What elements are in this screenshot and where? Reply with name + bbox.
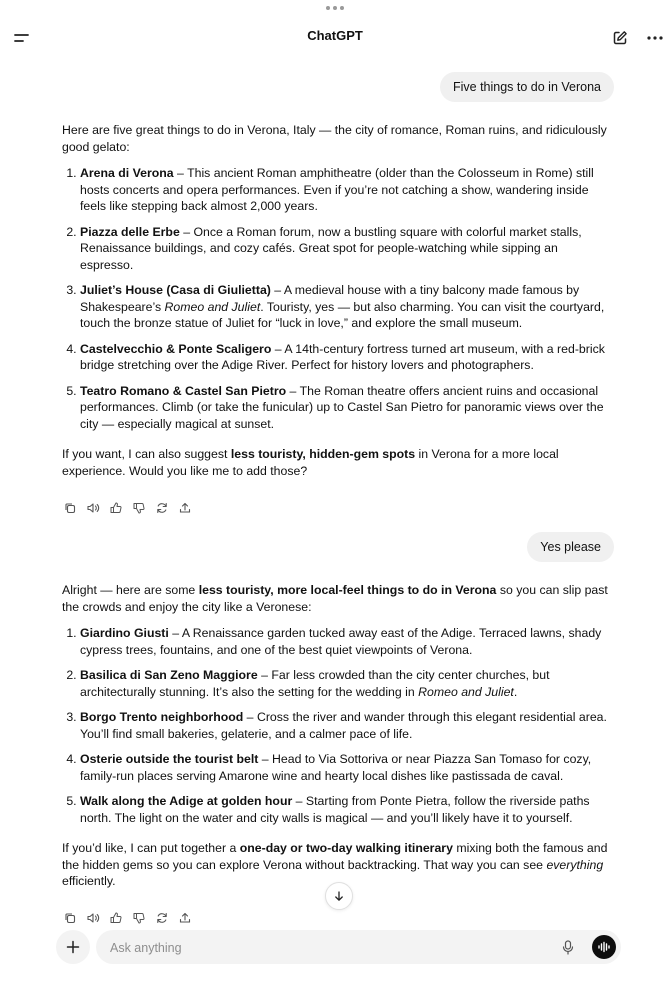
regenerate-icon <box>156 502 168 514</box>
list-item: 4. Castelvecchio & Ponte Scaligero – A 14th-century fortress turned art museum, with a red-brick bridge stretching over the Adige River. Perfect for history lovers and photographers. <box>80 341 612 374</box>
scroll-to-bottom-button[interactable] <box>325 882 353 910</box>
attach-button[interactable] <box>56 930 90 964</box>
message-closing: If you want, I can also suggest less touristy, hidden-gem spots in Verona for a more local experience. Would you like me to add those? <box>62 447 559 478</box>
mic-icon <box>562 940 574 955</box>
thumbs-down-icon <box>133 912 145 924</box>
assistant-message <box>62 582 612 890</box>
more-icon <box>647 36 663 40</box>
thumbs-up-button[interactable] <box>108 500 124 516</box>
conversation-area[interactable] <box>0 72 670 940</box>
list-item: 2. Piazza delle Erbe – Once a Roman forum, now a bustling square with colorful market stalls, Renaissance buildings, and cozy cafés. Great spot for people-watching while sipping an espresso. <box>80 224 612 274</box>
copy-icon <box>64 912 76 924</box>
read-aloud-icon <box>86 912 100 924</box>
dictate-button[interactable] <box>559 938 577 956</box>
voice-mode-button[interactable] <box>592 935 616 959</box>
list-item: 5. Teatro Romano & Castel San Pietro – The Roman theatre offers ancient ruins and occasional performances. Climb (or take the funicular) up to Castel San Pietro for panoramic views over the city — especially magical at sunset. <box>80 383 612 433</box>
thumbs-up-button[interactable] <box>108 910 124 926</box>
share-button[interactable] <box>177 500 193 516</box>
user-message: Five things to do in Verona <box>440 72 614 102</box>
list-item: 3. Borgo Trento neighborhood – Cross the river and wander through this elegant residential area. You’ll find small bakeries, gelaterie, and a calmer pace of life. <box>80 709 612 742</box>
top-bar <box>0 0 670 72</box>
suggestion-list <box>62 165 612 432</box>
read-aloud-button[interactable] <box>85 500 101 516</box>
copy-icon <box>64 502 76 514</box>
more-options-button[interactable] <box>643 26 667 50</box>
thumbs-up-icon <box>110 502 122 514</box>
list-item: 2. Basilica di San Zeno Maggiore – Far less crowded than the city center churches, but architecturally stunning. It’s also the setting for the wedding in Romeo and Juliet. <box>80 667 612 700</box>
list-item: 1. Arena di Verona – This ancient Roman amphitheatre (older than the Colosseum in Rome) still hosts concerts and opera performances. Even if you’re not catching a show, wandering inside feels like stepping back almost 2,000 years. <box>80 165 612 215</box>
window-grabber[interactable] <box>326 6 344 10</box>
user-message: Yes please <box>527 532 614 562</box>
regenerate-button[interactable] <box>154 500 170 516</box>
message-actions <box>62 500 193 516</box>
list-item: 3. Juliet’s House (Casa di Giulietta) – A medieval house with a tiny balcony made famous by Shakespeare’s Romeo and Juliet. Touristy, yes — but also charming. You can visit the courtyard, touch the bronze statue of Juliet for “luck in love,” and explore the small museum. <box>80 282 612 332</box>
app-title: ChatGPT <box>307 28 363 43</box>
new-chat-button[interactable] <box>608 26 632 50</box>
list-item: 1. Giardino Giusti – A Renaissance garden tucked away east of the Adige. Terraced lawns, shady cypress trees, fountains, and one of the best quiet viewpoints of Verona. <box>80 625 612 658</box>
thumbs-down-button[interactable] <box>131 500 147 516</box>
assistant-message <box>62 122 612 479</box>
message-actions <box>62 910 193 926</box>
copy-button[interactable] <box>62 500 78 516</box>
regenerate-button[interactable] <box>154 910 170 926</box>
regenerate-icon <box>156 912 168 924</box>
thumbs-down-icon <box>133 502 145 514</box>
message-intro: Alright — here are some less touristy, more local-feel things to do in Verona so you can slip past the crowds and enjoy the city like a Veronese: <box>62 583 608 614</box>
thumbs-down-button[interactable] <box>131 910 147 926</box>
share-icon <box>179 912 191 924</box>
scroll-down-icon <box>333 890 345 902</box>
voice-mode-icon <box>597 941 611 953</box>
message-closing: If you’d like, I can put together a one-day or two-day walking itinerary mixing both the famous and the hidden gems so you can explore Verona without backtracking. That way you can see everything efficiently. <box>62 841 608 888</box>
copy-button[interactable] <box>62 910 78 926</box>
list-item: 5. Walk along the Adige at golden hour – Starting from Ponte Pietra, follow the riverside paths north. The light on the water and city walls is magical — and you’ll likely have it to yourself. <box>80 793 612 826</box>
list-item: 4. Osterie outside the tourist belt – Head to Via Sottoriva or near Piazza San Tomaso for cozy, family-run places serving Amarone wine and hearty local dishes like pastissada de caval. <box>80 751 612 784</box>
thumbs-up-icon <box>110 912 122 924</box>
composer <box>96 930 621 964</box>
message-intro: Here are five great things to do in Verona, Italy — the city of romance, Roman ruins, and ridiculously good gelato: <box>62 123 607 154</box>
new-chat-icon <box>612 30 628 46</box>
message-input[interactable] <box>108 930 532 966</box>
read-aloud-icon <box>86 502 100 514</box>
share-icon <box>179 502 191 514</box>
suggestion-list <box>62 625 612 826</box>
read-aloud-button[interactable] <box>85 910 101 926</box>
share-button[interactable] <box>177 910 193 926</box>
plus-icon <box>66 940 80 954</box>
